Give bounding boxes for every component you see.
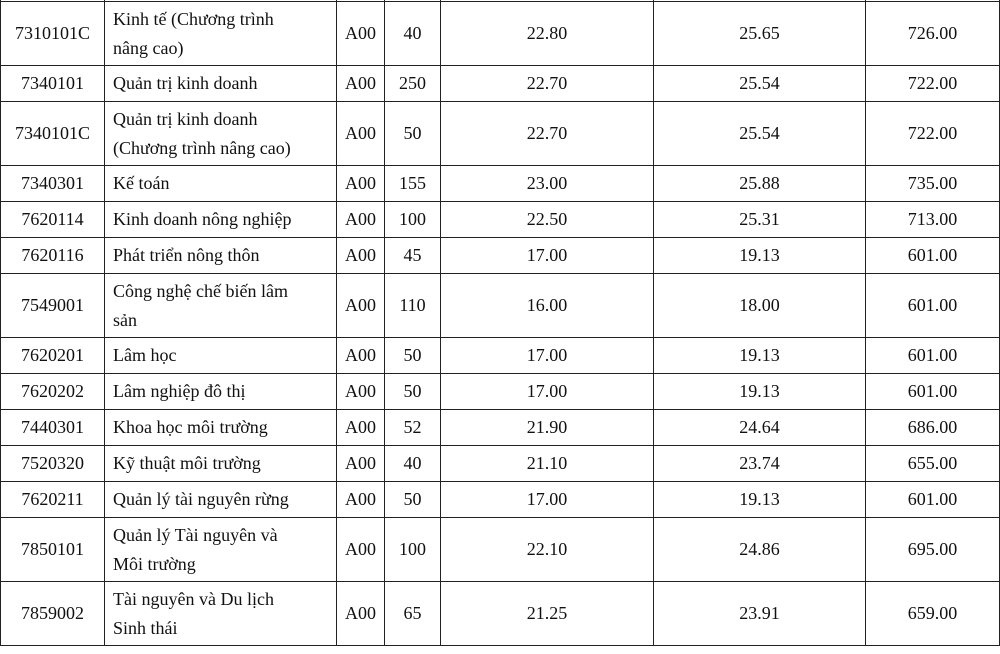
- score-cell-2: 25.65: [654, 2, 866, 66]
- major-code-cell: 7340101C: [1, 102, 105, 166]
- major-code-cell: 7340301: [1, 166, 105, 202]
- major-name-cell: [105, 582, 337, 646]
- major-name-line-1: Lâm nghiệp đô thị: [113, 381, 246, 401]
- major-name-cell: [105, 410, 337, 446]
- score-cell-3: 722.00: [866, 66, 1000, 102]
- major-name-line-1: Quản lý tài nguyên rừng: [113, 489, 289, 509]
- table-row: [1, 338, 1000, 374]
- subject-block-cell: A00: [337, 166, 385, 202]
- score-cell-2: 19.13: [654, 238, 866, 274]
- table-row: [1, 2, 1000, 66]
- major-name-line-2: sản: [113, 309, 137, 330]
- table-row: [1, 518, 1000, 582]
- score-cell-3: 722.00: [866, 102, 1000, 166]
- score-cell-2: 25.54: [654, 66, 866, 102]
- quota-cell: 45: [385, 238, 441, 274]
- score-cell-1: 22.70: [441, 66, 654, 102]
- score-cell-1: 17.00: [441, 482, 654, 518]
- quota-cell: 250: [385, 66, 441, 102]
- major-name-cell: [105, 2, 337, 66]
- major-name-cell: [105, 66, 337, 102]
- major-code-cell: 7859002: [1, 582, 105, 646]
- major-name-line-2: nâng cao): [113, 37, 184, 58]
- score-cell-3: 735.00: [866, 166, 1000, 202]
- table-row: [1, 482, 1000, 518]
- quota-cell: 50: [385, 338, 441, 374]
- score-cell-1: 17.00: [441, 238, 654, 274]
- subject-block-cell: A00: [337, 446, 385, 482]
- major-code-cell: 7620116: [1, 238, 105, 274]
- quota-cell: 65: [385, 582, 441, 646]
- quota-cell: 40: [385, 446, 441, 482]
- score-cell-2: 19.13: [654, 374, 866, 410]
- major-name-cell: [105, 482, 337, 518]
- table-row: [1, 166, 1000, 202]
- score-cell-3: 601.00: [866, 338, 1000, 374]
- subject-block-cell: A00: [337, 582, 385, 646]
- major-code-cell: 7620201: [1, 338, 105, 374]
- major-name-line-1: Khoa học môi trường: [113, 417, 268, 437]
- subject-block-cell: A00: [337, 518, 385, 582]
- major-name-line-1: Quản lý Tài nguyên và: [113, 524, 278, 545]
- quota-cell: 100: [385, 518, 441, 582]
- major-name-line-1: Quản trị kinh doanh: [113, 73, 258, 93]
- major-code-cell: 7549001: [1, 274, 105, 338]
- score-cell-1: 17.00: [441, 374, 654, 410]
- subject-block-cell: A00: [337, 374, 385, 410]
- major-name-cell: [105, 274, 337, 338]
- table-row: [1, 582, 1000, 646]
- quota-cell: 155: [385, 166, 441, 202]
- quota-cell: 100: [385, 202, 441, 238]
- major-name-cell: [105, 202, 337, 238]
- major-code-cell: 7520320: [1, 446, 105, 482]
- score-cell-1: 17.00: [441, 338, 654, 374]
- subject-block-cell: A00: [337, 410, 385, 446]
- score-cell-1: 22.70: [441, 102, 654, 166]
- major-name-line-1: Kinh doanh nông nghiệp: [113, 209, 292, 229]
- major-name-cell: [105, 518, 337, 582]
- subject-block-cell: A00: [337, 66, 385, 102]
- table-row: [1, 410, 1000, 446]
- score-cell-2: 25.31: [654, 202, 866, 238]
- quota-cell: 50: [385, 374, 441, 410]
- quota-cell: 50: [385, 482, 441, 518]
- score-cell-3: 601.00: [866, 374, 1000, 410]
- score-cell-3: 726.00: [866, 2, 1000, 66]
- score-cell-1: 21.90: [441, 410, 654, 446]
- quota-cell: 52: [385, 410, 441, 446]
- major-name-cell: [105, 102, 337, 166]
- table-row: [1, 274, 1000, 338]
- table-row: [1, 238, 1000, 274]
- major-name-line-2: Môi trường: [113, 553, 196, 574]
- quota-cell: 40: [385, 2, 441, 66]
- major-name-cell: [105, 238, 337, 274]
- score-cell-1: 21.25: [441, 582, 654, 646]
- major-code-cell: 7340101: [1, 66, 105, 102]
- major-code-cell: 7850101: [1, 518, 105, 582]
- score-cell-3: 659.00: [866, 582, 1000, 646]
- major-name-cell: [105, 446, 337, 482]
- major-name-cell: [105, 338, 337, 374]
- subject-block-cell: A00: [337, 2, 385, 66]
- major-name-line-2: (Chương trình nâng cao): [113, 137, 291, 158]
- score-cell-2: 23.91: [654, 582, 866, 646]
- quota-cell: 50: [385, 102, 441, 166]
- table-row: [1, 374, 1000, 410]
- score-cell-3: 601.00: [866, 482, 1000, 518]
- score-cell-3: 601.00: [866, 238, 1000, 274]
- table-body: [1, 0, 1000, 646]
- subject-block-cell: A00: [337, 202, 385, 238]
- score-cell-1: 22.80: [441, 2, 654, 66]
- score-cell-3: 713.00: [866, 202, 1000, 238]
- major-code-cell: 7620114: [1, 202, 105, 238]
- major-name-line-1: Tài nguyên và Du lịch: [113, 588, 274, 609]
- score-cell-2: 19.13: [654, 338, 866, 374]
- score-cell-2: 18.00: [654, 274, 866, 338]
- score-cell-2: 25.54: [654, 102, 866, 166]
- table-row: [1, 102, 1000, 166]
- major-name-line-1: Công nghệ chế biến lâm: [113, 280, 288, 301]
- score-cell-1: 22.50: [441, 202, 654, 238]
- score-cell-2: 24.64: [654, 410, 866, 446]
- major-code-cell: 7310101C: [1, 2, 105, 66]
- subject-block-cell: A00: [337, 338, 385, 374]
- major-name-cell: [105, 374, 337, 410]
- major-name-line-1: Phát triển nông thôn: [113, 245, 260, 265]
- major-name-cell: [105, 166, 337, 202]
- major-code-cell: 7620202: [1, 374, 105, 410]
- table-row: [1, 202, 1000, 238]
- score-cell-3: 655.00: [866, 446, 1000, 482]
- major-name-line-2: Sinh thái: [113, 617, 178, 638]
- major-code-cell: 7440301: [1, 410, 105, 446]
- score-cell-2: 23.74: [654, 446, 866, 482]
- score-cell-3: 601.00: [866, 274, 1000, 338]
- score-cell-1: 22.10: [441, 518, 654, 582]
- score-cell-2: 19.13: [654, 482, 866, 518]
- table-row: [1, 66, 1000, 102]
- subject-block-cell: A00: [337, 102, 385, 166]
- score-cell-3: 695.00: [866, 518, 1000, 582]
- score-cell-2: 25.88: [654, 166, 866, 202]
- major-name-line-1: Kế toán: [113, 173, 170, 193]
- score-cell-1: 23.00: [441, 166, 654, 202]
- score-cell-2: 24.86: [654, 518, 866, 582]
- score-cell-1: 16.00: [441, 274, 654, 338]
- score-cell-1: 21.10: [441, 446, 654, 482]
- major-name-line-1: Lâm học: [113, 345, 177, 365]
- major-code-cell: 7620211: [1, 482, 105, 518]
- major-name-line-1: Quản trị kinh doanh: [113, 108, 258, 129]
- subject-block-cell: A00: [337, 238, 385, 274]
- major-name-line-1: Kỹ thuật môi trường: [113, 453, 261, 473]
- table-row: [1, 446, 1000, 482]
- score-cell-3: 686.00: [866, 410, 1000, 446]
- subject-block-cell: A00: [337, 274, 385, 338]
- major-name-line-1: Kinh tế (Chương trình: [113, 8, 274, 29]
- quota-cell: 110: [385, 274, 441, 338]
- subject-block-cell: A00: [337, 482, 385, 518]
